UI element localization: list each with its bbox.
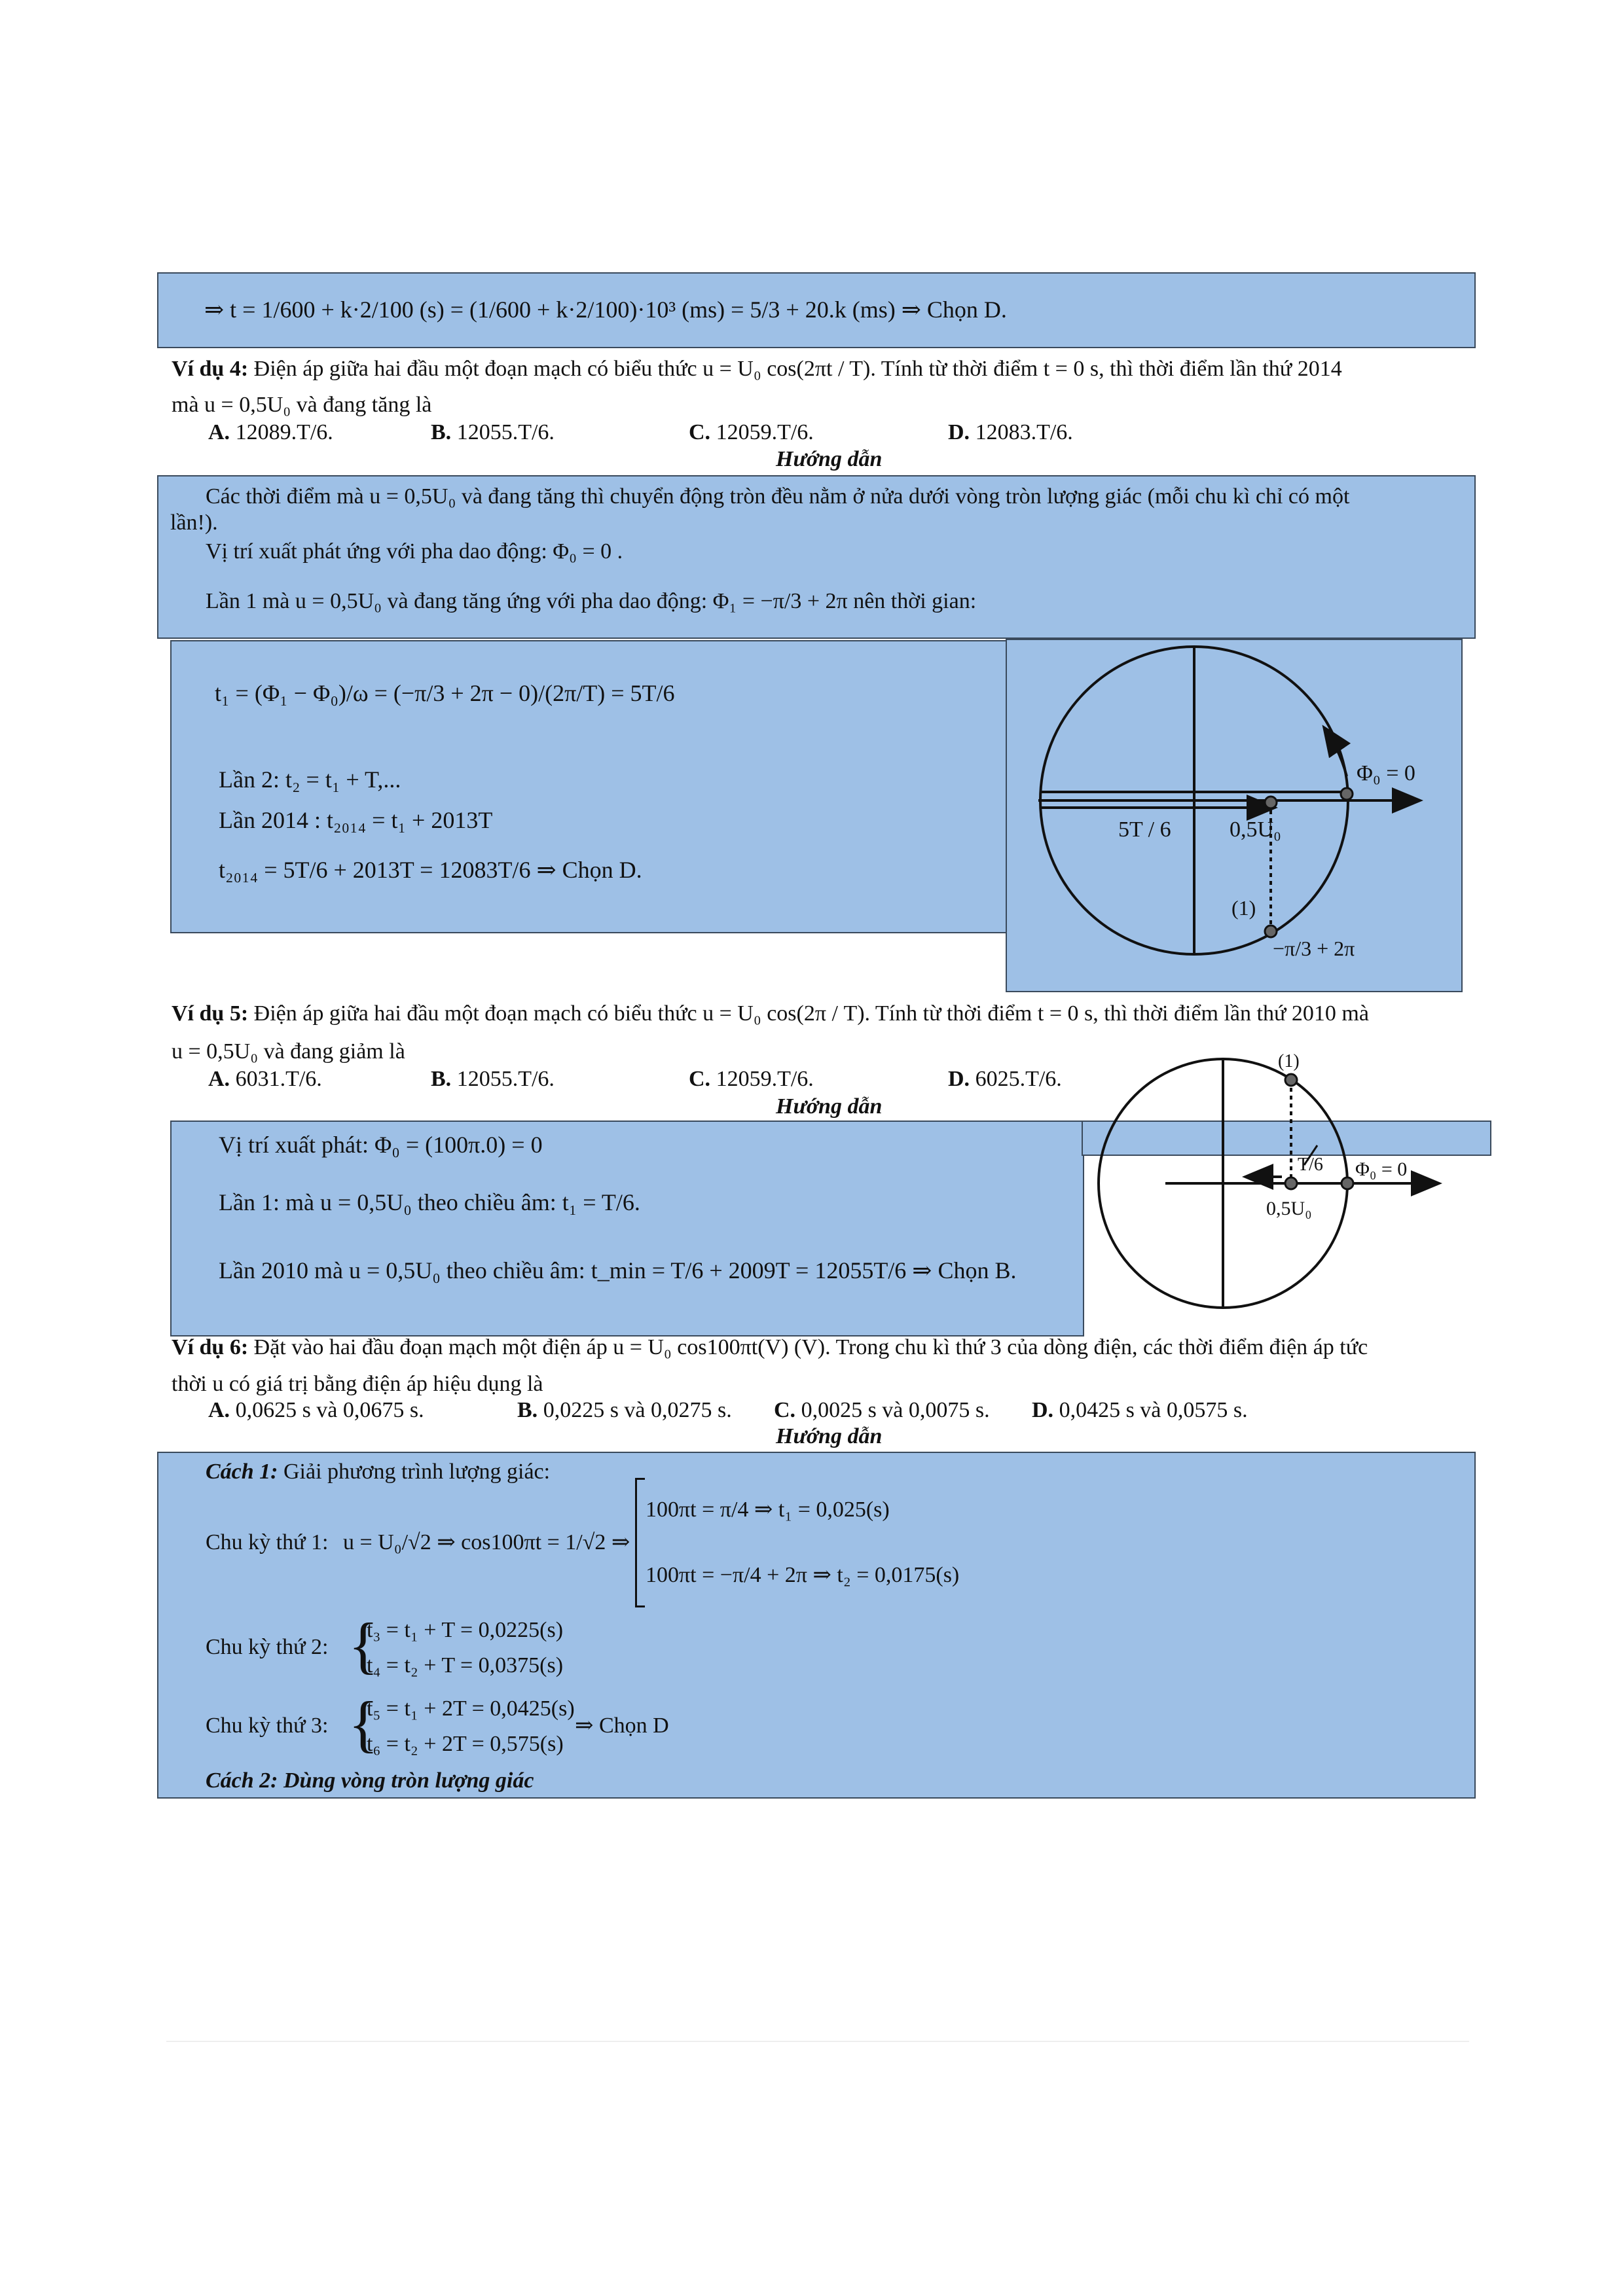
ex5-option-d: D. 6025.T/6. [948,1067,1062,1091]
ex4-guide-line3: Vị trí xuất phát ứng với pha dao động: Φ₀ = 0 . [206,539,623,564]
ex5-point-half [1285,1177,1297,1189]
ex6-ck3-label: Chu kỳ thứ 3: [206,1713,329,1738]
ex6-ck3-b: t₆ = t₂ + 2T = 0,575(s) [367,1732,564,1756]
ex4-guide-line4: Lần 1 mà u = 0,5U₀ và đang tăng ứng với pha dao động: Φ₁ = −π/3 + 2π nên thời gian: [206,589,977,613]
ex5-line2: Lần 1: mà u = 0,5U₀ theo chiều âm: t₁ = T/6. [219,1189,640,1215]
ex4-label-half: 0,5U₀ [1230,817,1281,842]
ex6-ck1-label: Chu kỳ thứ 1: [206,1530,329,1554]
ex6-cach2: Cách 2: Dùng vòng tròn lượng giác [206,1768,534,1793]
ex4-text-line1 [172,357,1342,381]
ex4-question: Điện áp giữa hai đầu một đoạn mạch có biểu thức u = U₀ cos(2πt / T). Tính từ thời điểm t = 0 s, thì thời điểm lần thứ 2014 [253,357,1342,381]
ex4-text-line2: mà u = 0,5U₀ và đang tăng là [172,393,432,417]
ex6-option-b: B. 0,0225 s và 0,0275 s. [517,1398,732,1422]
ex5-option-c: C. 12059.T/6. [689,1067,814,1091]
ex4-calc-final: t₂₀₁₄ = 5T/6 + 2013T = 12083T/6 ⇒ Chọn D. [219,857,642,883]
ex5-line3: Lần 2010 mà u = 0,5U₀ theo chiều âm: t_min = T/6 + 2009T = 12055T/6 ⇒ Chọn B. [219,1257,1017,1283]
ex6-ck3-a: t₅ = t₁ + 2T = 0,0425(s) [367,1696,575,1721]
ex6-ck2-brace: { [348,1610,379,1680]
ex4-label-phi0: Φ₀ = 0 [1357,761,1415,785]
ex4-point-half [1265,797,1277,808]
top-answer-box [157,272,1476,348]
ex6-ck2-label: Chu kỳ thứ 2: [206,1635,329,1659]
ex6-ck1-a: 100πt = π/4 ⇒ t₁ = 0,025(s) [646,1498,890,1522]
ex6-option-c: C. 0,0025 s và 0,0075 s. [774,1398,990,1422]
ex4-calc-box [170,640,1008,933]
ex6-ck3-result: ⇒ Chọn D [575,1713,669,1738]
ex4-guide-title: Hướng dẫn [776,447,883,471]
ex4-point-1 [1265,925,1277,937]
ex6-cach1: Cách 1: Giải phương trình lượng giác: [206,1460,551,1484]
ex5-label-1: (1) [1278,1051,1300,1071]
ex4-label-5t6: 5T / 6 [1118,817,1171,842]
ex6-text-line1 [172,1335,1368,1359]
ex6-label: Ví dụ 6: [172,1335,249,1359]
ex5-point-phi0 [1341,1177,1353,1189]
ex5-point-1 [1285,1074,1297,1086]
ex6-ck3-brace: { [348,1689,379,1759]
ex5-option-a: A. 6031.T/6. [208,1067,322,1091]
ex6-ck1-bracket [635,1478,645,1607]
ex5-circle-diagram [1074,1047,1467,1322]
ex5-label-t6: T/6 [1298,1155,1323,1175]
ex4-option-d: D. 12083.T/6. [948,420,1073,444]
ex6-text-line2: thời u có giá trị bằng điện áp hiệu dụng là [172,1372,543,1396]
ex4-point-phi0 [1341,788,1353,800]
ex4-calc-t1: t₁ = (Φ₁ − Φ₀)/ω = (−π/3 + 2π − 0)/(2π/T) = 5T/6 [215,680,675,706]
ex5-text-line2: u = 0,5U₀ và đang giảm là [172,1039,405,1064]
ex6-ck2-a: t₃ = t₁ + T = 0,0225(s) [367,1618,564,1642]
ex6-ck1-eq: u = U₀/√2 ⇒ cos100πt = 1/√2 ⇒ [343,1530,630,1554]
ex5-guide-box [170,1121,1084,1336]
ex6-option-d: D. 0,0425 s và 0,0575 s. [1032,1398,1248,1422]
footer-divider [166,2041,1469,2042]
ex5-label-phi0: Φ₀ = 0 [1355,1158,1408,1180]
ex4-diagram-box [1006,639,1463,992]
ex6-option-a: A. 0,0625 s và 0,0675 s. [208,1398,424,1422]
ex5-question: Điện áp giữa hai đầu một đoạn mạch có biểu thức u = U₀ cos(2π / T). Tính từ thời điểm t = 0 s, thì thời điểm lần thứ 2010 mà [253,1001,1369,1026]
ex4-guide-box [157,475,1476,639]
ex4-label-phase: −π/3 + 2π [1273,937,1355,960]
ex6-guide-box [157,1452,1476,1799]
ex4-label-1: (1) [1231,896,1256,920]
ex5-label: Ví dụ 5: [172,1001,249,1026]
ex6-guide-title: Hướng dẫn [776,1424,883,1448]
ex4-calc-lan2014: Lần 2014 : t₂₀₁₄ = t₁ + 2013T [219,807,493,833]
ex4-circle-diagram [1006,639,1463,992]
ex5-text-line1 [172,1001,1369,1026]
ex5-label-half: 0,5U₀ [1266,1198,1312,1219]
ex6-question: Đặt vào hai đầu đoạn mạch một điện áp u = U₀ cos100πt(V) (V). Trong chu kì thứ 3 của dòng điện, các thời điểm điện áp tức [253,1335,1368,1359]
ex4-option-a: A. 12089.T/6. [208,420,333,444]
answer-line: ⇒ t = 1/600 + k·2/100 (s) = (1/600 + k·2/100)·10³ (ms) = 5/3 + 20.k (ms) ⇒ Chọn D. [204,296,1007,323]
ex4-label: Ví dụ 4: [172,357,249,381]
ex4-guide-line2: lần!). [170,511,218,535]
ex6-ck1-b: 100πt = −π/4 + 2π ⇒ t₂ = 0,0175(s) [646,1563,960,1587]
ex4-guide-line1: Các thời điểm mà u = 0,5U₀ và đang tăng thì chuyển động tròn đều nằm ở nửa dưới vòng tròn lượng giác (mỗi chu kì chỉ có một [206,484,1350,509]
ex4-calc-lan2: Lần 2: t₂ = t₁ + T,... [219,766,401,793]
ex5-line1: Vị trí xuất phát: Φ₀ = (100π.0) = 0 [219,1132,543,1158]
ex5-guide-title: Hướng dẫn [776,1094,883,1119]
ex6-ck2-b: t₄ = t₂ + T = 0,0375(s) [367,1653,564,1677]
ex4-rotation-arrow [1325,729,1347,776]
ex5-option-b: B. 12055.T/6. [431,1067,555,1091]
ex4-option-c: C. 12059.T/6. [689,420,814,444]
ex4-option-b: B. 12055.T/6. [431,420,555,444]
